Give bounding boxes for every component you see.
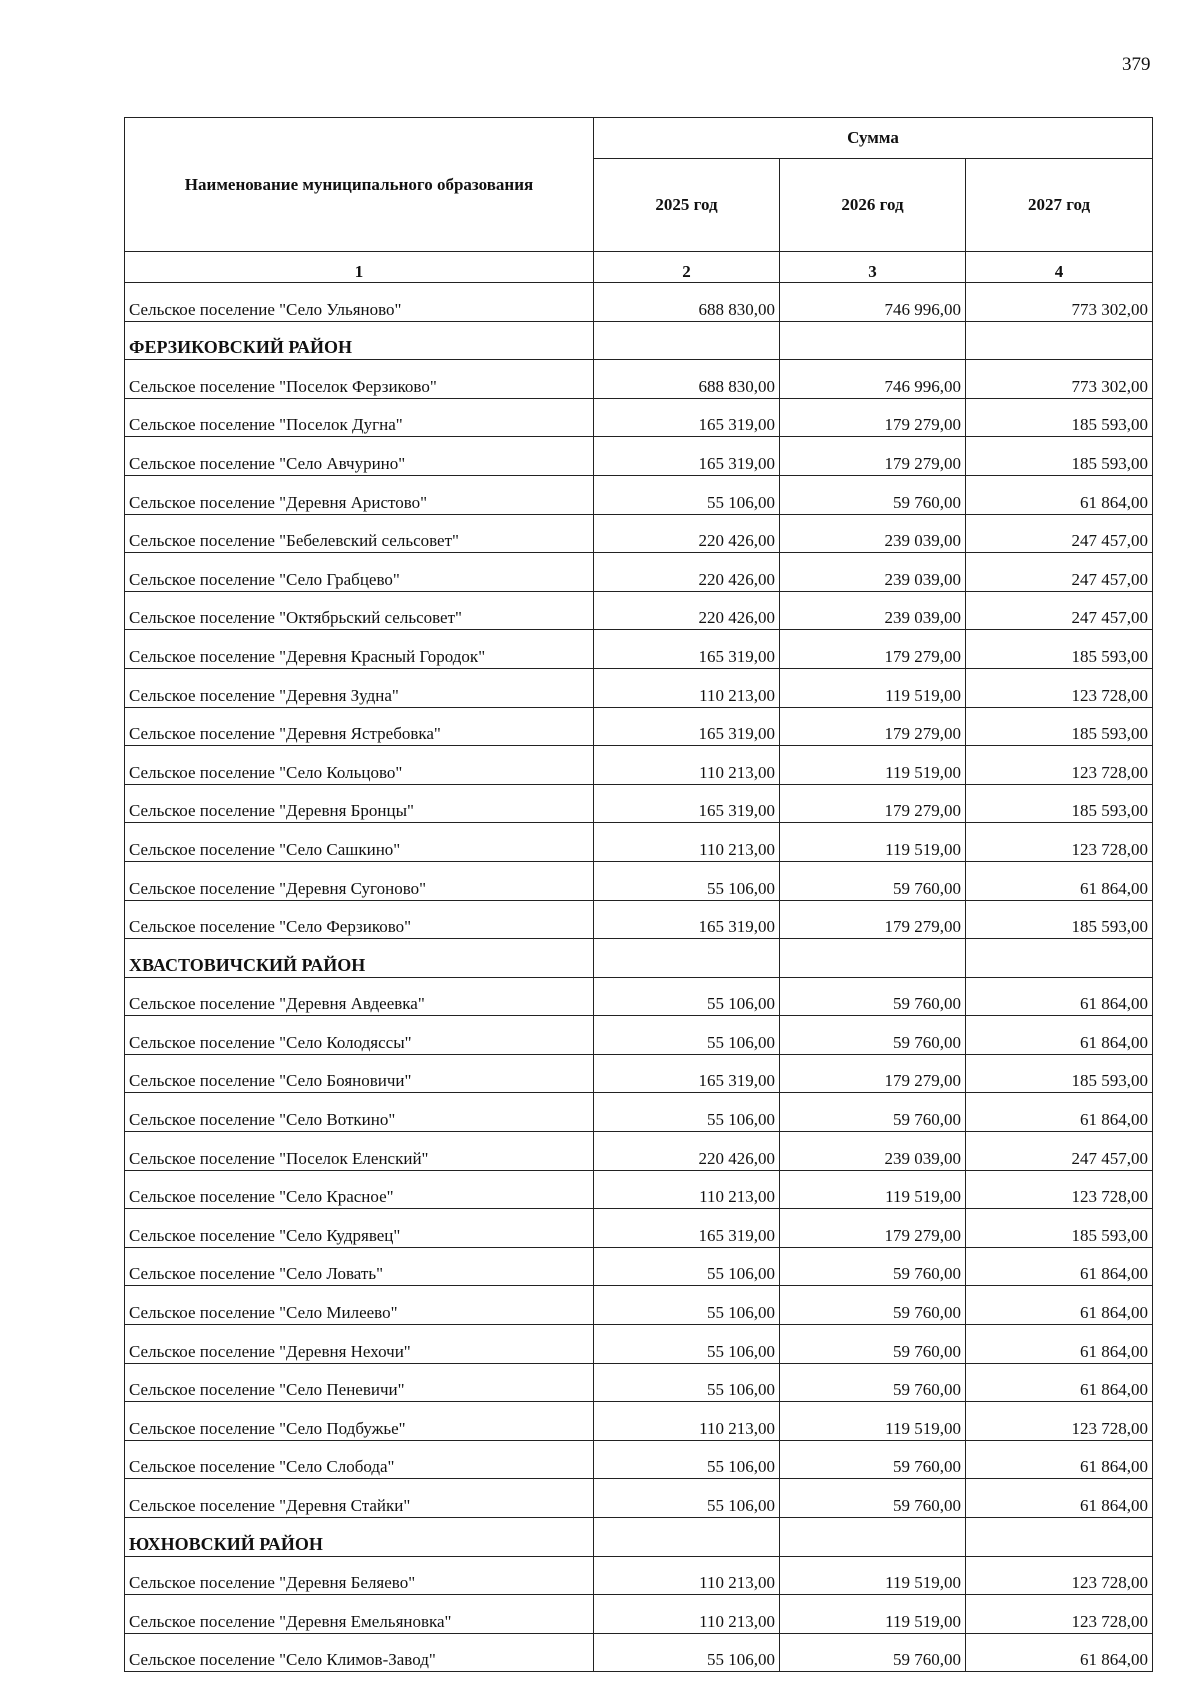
value-2027: 185 593,00	[966, 630, 1153, 669]
municipality-name: Сельское поселение "Село Грабцево"	[125, 553, 594, 592]
value-2027: 123 728,00	[966, 668, 1153, 707]
value-2025: 110 213,00	[594, 746, 780, 785]
district-header-row	[125, 1518, 1153, 1557]
value-2026: 746 996,00	[780, 360, 966, 399]
page-number: 379	[1122, 54, 1151, 75]
value-2025: 220 426,00	[594, 553, 780, 592]
header-name-column: Наименование муниципального образования	[125, 118, 594, 252]
value-2027: 123 728,00	[966, 1556, 1153, 1595]
municipality-name: Сельское поселение "Деревня Красный Городок"	[125, 630, 594, 669]
value-2027: 123 728,00	[966, 1402, 1153, 1441]
municipality-name: Сельское поселение "Деревня Бронцы"	[125, 784, 594, 823]
value-2027: 247 457,00	[966, 514, 1153, 553]
value-2025: 688 830,00	[594, 283, 780, 322]
table-row	[125, 900, 1153, 939]
value-2026	[780, 939, 966, 978]
value-2025: 55 106,00	[594, 1016, 780, 1055]
table-row	[125, 514, 1153, 553]
value-2025	[594, 939, 780, 978]
municipality-name: Сельское поселение "Село Кольцово"	[125, 746, 594, 785]
value-2027: 773 302,00	[966, 360, 1153, 399]
value-2025: 55 106,00	[594, 861, 780, 900]
municipality-name: Сельское поселение "Поселок Ферзиково"	[125, 360, 594, 399]
district-header-row	[125, 939, 1153, 978]
table-row	[125, 1093, 1153, 1132]
value-2026: 59 760,00	[780, 1363, 966, 1402]
table-row	[125, 861, 1153, 900]
value-2027: 185 593,00	[966, 398, 1153, 437]
value-2025: 165 319,00	[594, 1209, 780, 1248]
value-2025: 55 106,00	[594, 1363, 780, 1402]
value-2027: 185 593,00	[966, 437, 1153, 476]
value-2026: 59 760,00	[780, 1016, 966, 1055]
municipality-name: Сельское поселение "Деревня Ястребовка"	[125, 707, 594, 746]
table-row	[125, 398, 1153, 437]
table-row	[125, 707, 1153, 746]
value-2025: 55 106,00	[594, 1247, 780, 1286]
municipality-name: Сельское поселение "Бебелевский сельсовет"	[125, 514, 594, 553]
value-2026: 179 279,00	[780, 707, 966, 746]
value-2026: 119 519,00	[780, 746, 966, 785]
value-2026: 239 039,00	[780, 1132, 966, 1171]
value-2025: 165 319,00	[594, 900, 780, 939]
value-2027: 61 864,00	[966, 475, 1153, 514]
municipality-name: Сельское поселение "Село Колодяссы"	[125, 1016, 594, 1055]
value-2025: 55 106,00	[594, 977, 780, 1016]
table-row	[125, 1170, 1153, 1209]
header-year-2025: 2025 год	[594, 159, 780, 252]
table-row	[125, 1595, 1153, 1634]
municipality-name: Сельское поселение "Село Слобода"	[125, 1440, 594, 1479]
value-2027: 61 864,00	[966, 1325, 1153, 1364]
municipality-name: Сельское поселение "Село Милеево"	[125, 1286, 594, 1325]
municipality-name: Сельское поселение "Деревня Беляево"	[125, 1556, 594, 1595]
value-2027	[966, 321, 1153, 360]
municipality-name: Сельское поселение "Село Кудрявец"	[125, 1209, 594, 1248]
value-2027: 61 864,00	[966, 977, 1153, 1016]
table-row	[125, 1402, 1153, 1441]
budget-table	[124, 117, 1153, 1672]
municipality-name: Сельское поселение "Деревня Аристово"	[125, 475, 594, 514]
value-2026: 179 279,00	[780, 398, 966, 437]
municipality-name: Сельское поселение "Деревня Нехочи"	[125, 1325, 594, 1364]
value-2027: 61 864,00	[966, 1016, 1153, 1055]
municipality-name: Сельское поселение "Село Воткино"	[125, 1093, 594, 1132]
value-2026: 119 519,00	[780, 1556, 966, 1595]
value-2025: 55 106,00	[594, 1633, 780, 1672]
value-2027: 61 864,00	[966, 1286, 1153, 1325]
municipality-name: Сельское поселение "Село Красное"	[125, 1170, 594, 1209]
municipality-name: Сельское поселение "Село Ферзиково"	[125, 900, 594, 939]
value-2025: 55 106,00	[594, 475, 780, 514]
table-row	[125, 1479, 1153, 1518]
municipality-name: Сельское поселение "Село Авчурино"	[125, 437, 594, 476]
value-2025: 220 426,00	[594, 591, 780, 630]
table-row	[125, 1286, 1153, 1325]
column-number: 4	[966, 252, 1153, 283]
value-2027: 61 864,00	[966, 1440, 1153, 1479]
value-2026: 59 760,00	[780, 1440, 966, 1479]
municipality-name: ЮХНОВСКИЙ РАЙОН	[125, 1518, 594, 1557]
value-2025: 220 426,00	[594, 514, 780, 553]
municipality-name: Сельское поселение "Село Бояновичи"	[125, 1054, 594, 1093]
value-2025: 165 319,00	[594, 784, 780, 823]
value-2025: 688 830,00	[594, 360, 780, 399]
municipality-name: Сельское поселение "Село Сашкино"	[125, 823, 594, 862]
value-2027	[966, 939, 1153, 978]
value-2027: 61 864,00	[966, 1247, 1153, 1286]
column-number-row	[125, 252, 1153, 283]
value-2026: 239 039,00	[780, 591, 966, 630]
table-row	[125, 1325, 1153, 1364]
value-2026: 179 279,00	[780, 630, 966, 669]
value-2026: 59 760,00	[780, 1479, 966, 1518]
value-2025: 165 319,00	[594, 437, 780, 476]
municipality-name: Сельское поселение "Поселок Еленский"	[125, 1132, 594, 1171]
value-2025	[594, 321, 780, 360]
value-2025: 110 213,00	[594, 1402, 780, 1441]
value-2027: 61 864,00	[966, 1633, 1153, 1672]
value-2025: 55 106,00	[594, 1325, 780, 1364]
value-2026: 119 519,00	[780, 1402, 966, 1441]
table-row	[125, 784, 1153, 823]
header-year-2027: 2027 год	[966, 159, 1153, 252]
value-2026: 239 039,00	[780, 553, 966, 592]
municipality-name: ХВАСТОВИЧСКИЙ РАЙОН	[125, 939, 594, 978]
value-2025: 110 213,00	[594, 823, 780, 862]
municipality-name: Сельское поселение "Село Подбужье"	[125, 1402, 594, 1441]
value-2026: 119 519,00	[780, 668, 966, 707]
municipality-name: Сельское поселение "Село Ульяново"	[125, 283, 594, 322]
value-2026: 179 279,00	[780, 1054, 966, 1093]
value-2027: 185 593,00	[966, 784, 1153, 823]
value-2025: 55 106,00	[594, 1093, 780, 1132]
value-2025: 110 213,00	[594, 1595, 780, 1634]
municipality-name: Сельское поселение "Деревня Сугоново"	[125, 861, 594, 900]
value-2025: 220 426,00	[594, 1132, 780, 1171]
value-2026: 59 760,00	[780, 1633, 966, 1672]
value-2025: 165 319,00	[594, 398, 780, 437]
value-2026: 119 519,00	[780, 1595, 966, 1634]
table-row	[125, 1363, 1153, 1402]
municipality-name: Сельское поселение "Октябрьский сельсовет"	[125, 591, 594, 630]
value-2025: 110 213,00	[594, 1556, 780, 1595]
value-2027: 61 864,00	[966, 861, 1153, 900]
value-2026: 119 519,00	[780, 1170, 966, 1209]
municipality-name: Сельское поселение "Село Климов-Завод"	[125, 1633, 594, 1672]
header-sum: Сумма	[594, 118, 1153, 159]
table-row	[125, 823, 1153, 862]
value-2025: 55 106,00	[594, 1286, 780, 1325]
value-2027: 247 457,00	[966, 1132, 1153, 1171]
table-row	[125, 630, 1153, 669]
column-number: 1	[125, 252, 594, 283]
table-row	[125, 475, 1153, 514]
value-2027: 185 593,00	[966, 707, 1153, 746]
value-2027: 123 728,00	[966, 746, 1153, 785]
value-2026: 59 760,00	[780, 977, 966, 1016]
value-2025: 110 213,00	[594, 1170, 780, 1209]
value-2027: 247 457,00	[966, 553, 1153, 592]
value-2025: 55 106,00	[594, 1479, 780, 1518]
value-2027: 61 864,00	[966, 1479, 1153, 1518]
value-2027: 123 728,00	[966, 1170, 1153, 1209]
value-2027: 773 302,00	[966, 283, 1153, 322]
value-2026: 179 279,00	[780, 784, 966, 823]
value-2027: 61 864,00	[966, 1093, 1153, 1132]
value-2026: 59 760,00	[780, 1247, 966, 1286]
value-2026: 59 760,00	[780, 475, 966, 514]
table-row	[125, 360, 1153, 399]
value-2026: 59 760,00	[780, 1286, 966, 1325]
value-2025: 165 319,00	[594, 630, 780, 669]
table-row	[125, 1132, 1153, 1171]
table-row	[125, 437, 1153, 476]
value-2026: 239 039,00	[780, 514, 966, 553]
table-row	[125, 977, 1153, 1016]
value-2025: 165 319,00	[594, 707, 780, 746]
value-2027: 185 593,00	[966, 1209, 1153, 1248]
value-2027	[966, 1518, 1153, 1557]
value-2027: 185 593,00	[966, 1054, 1153, 1093]
table-row	[125, 1016, 1153, 1055]
municipality-name: Сельское поселение "Деревня Авдеевка"	[125, 977, 594, 1016]
municipality-name: Сельское поселение "Деревня Стайки"	[125, 1479, 594, 1518]
district-header-row	[125, 321, 1153, 360]
table-row	[125, 1556, 1153, 1595]
value-2026: 59 760,00	[780, 861, 966, 900]
table-row	[125, 746, 1153, 785]
value-2027: 185 593,00	[966, 900, 1153, 939]
municipality-name: Сельское поселение "Деревня Емельяновка"	[125, 1595, 594, 1634]
value-2025: 110 213,00	[594, 668, 780, 707]
value-2025: 55 106,00	[594, 1440, 780, 1479]
municipality-name: Сельское поселение "Деревня Зудна"	[125, 668, 594, 707]
table-row	[125, 591, 1153, 630]
value-2025: 165 319,00	[594, 1054, 780, 1093]
table-body	[125, 283, 1153, 1672]
value-2027: 123 728,00	[966, 1595, 1153, 1634]
header-year-2026: 2026 год	[780, 159, 966, 252]
value-2026	[780, 1518, 966, 1557]
value-2026: 179 279,00	[780, 900, 966, 939]
value-2026: 746 996,00	[780, 283, 966, 322]
value-2026: 59 760,00	[780, 1325, 966, 1364]
table-row	[125, 1209, 1153, 1248]
municipality-name: Сельское поселение "Поселок Дугна"	[125, 398, 594, 437]
municipality-name: Сельское поселение "Село Ловать"	[125, 1247, 594, 1286]
column-number: 2	[594, 252, 780, 283]
value-2026: 119 519,00	[780, 823, 966, 862]
value-2027: 247 457,00	[966, 591, 1153, 630]
table-row	[125, 668, 1153, 707]
value-2026: 179 279,00	[780, 1209, 966, 1248]
value-2027: 123 728,00	[966, 823, 1153, 862]
table-row	[125, 1054, 1153, 1093]
value-2026: 59 760,00	[780, 1093, 966, 1132]
municipality-name: ФЕРЗИКОВСКИЙ РАЙОН	[125, 321, 594, 360]
column-number: 3	[780, 252, 966, 283]
value-2026	[780, 321, 966, 360]
table-row	[125, 1247, 1153, 1286]
value-2025	[594, 1518, 780, 1557]
table-row	[125, 283, 1153, 322]
table-row	[125, 1633, 1153, 1672]
table-row	[125, 553, 1153, 592]
table-row	[125, 1440, 1153, 1479]
value-2026: 179 279,00	[780, 437, 966, 476]
municipality-name: Сельское поселение "Село Пеневичи"	[125, 1363, 594, 1402]
value-2027: 61 864,00	[966, 1363, 1153, 1402]
